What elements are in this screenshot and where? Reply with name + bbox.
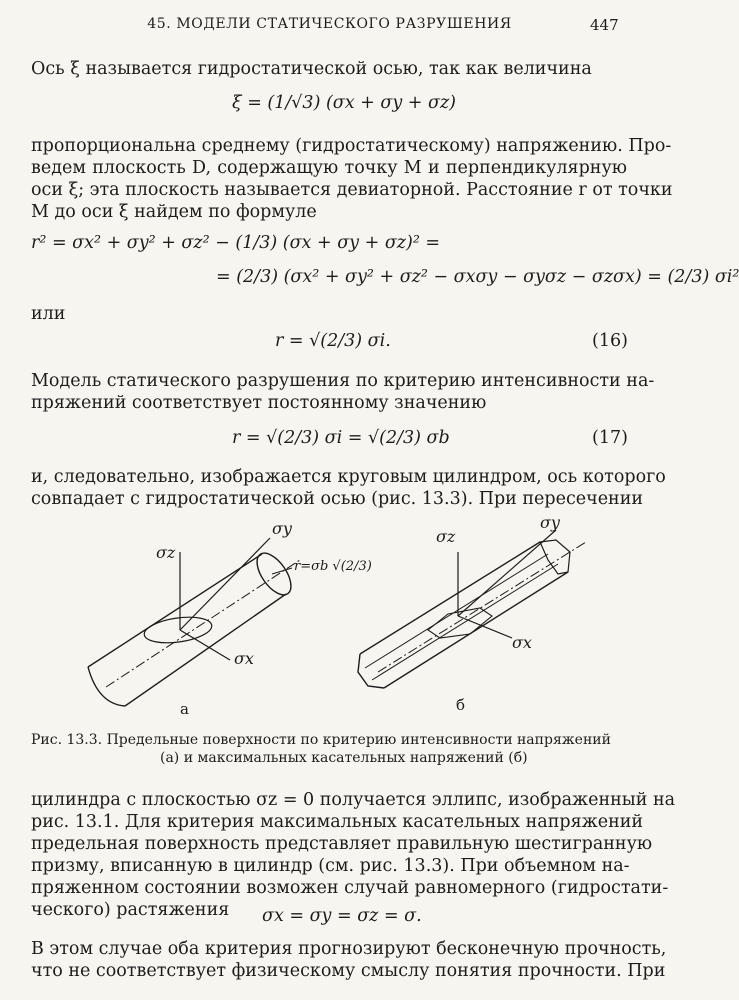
paragraph-line: пряжений соответствует постоянному значению	[31, 393, 487, 413]
paragraph-line: рис. 13.1. Для критерия максимальных касательных напряжений	[31, 812, 644, 832]
label-sz-a: σz	[156, 543, 176, 562]
figure-caption-line1: Рис. 13.3. Предельные поверхности по критерию интенсивности напряжений	[31, 732, 611, 748]
equation-xi: ξ = (1/√3) (σx + σy + σz)	[232, 93, 457, 113]
label-sx-a: σx	[234, 649, 254, 668]
paragraph-line: пряженном состоянии возможен случай равномерного (гидростати-	[31, 878, 669, 898]
axis-sy-b	[458, 530, 556, 616]
subfigure-label-b: б	[456, 696, 466, 714]
paragraph-line: предельная поверхность представляет правильную шестигранную	[31, 834, 653, 854]
equation-number-16: (16)	[592, 331, 628, 351]
hydrostatic-axis-b	[378, 542, 586, 672]
equation-16: r = √(2/3) σi.	[275, 331, 391, 351]
paragraph-line: пропорциональна среднему (гидростатическому) напряжению. Про-	[31, 136, 672, 156]
paragraph-line: цилиндра с плоскостью σz = 0 получается эллипс, изображенный на	[31, 790, 676, 810]
equation-r-squared-line2: = (2/3) (σx² + σy² + σz² − σxσy − σyσz − σzσx) = (2/3) σi²	[216, 267, 739, 287]
subfigure-label-a: а	[180, 700, 189, 718]
hydrostatic-axis-a	[106, 560, 300, 687]
paragraph-line: ведем плоскость D, содержащую точку M и перпендикулярную	[31, 158, 627, 178]
paragraph-line: ческого) растяжения	[31, 900, 230, 920]
cylinder-end-cap	[250, 547, 297, 600]
axis-sy-a	[180, 538, 270, 630]
paragraph-line: призму, вписанную в цилиндр (см. рис. 13.3). При объемном на-	[31, 856, 630, 876]
prism-figure-b	[358, 530, 586, 688]
label-sy-b: σy	[540, 513, 560, 532]
paragraph-line: и, следовательно, изображается круговым цилиндром, ось которого	[31, 467, 666, 487]
paragraph-line: Модель статического разрушения по критерию интенсивности на-	[31, 371, 655, 391]
paragraph-line: совпадает с гидростатической осью (рис. 13.3). При пересечении	[31, 489, 644, 509]
running-header: 45. МОДЕЛИ СТАТИЧЕСКОГО РАЗРУШЕНИЯ	[147, 16, 512, 32]
figure-caption-line2: (а) и максимальных касательных напряжений (б)	[160, 750, 528, 766]
equation-r-squared-line1: r² = σx² + σy² + σz² − (1/3) (σx + σy + σz)² =	[31, 233, 441, 253]
cylinder-edge-bottom	[125, 594, 286, 706]
label-sz-b: σz	[436, 527, 456, 546]
label-sx-b: σx	[512, 633, 532, 652]
paragraph-line: оси ξ; эта плоскость называется девиаторной. Расстояние r от точки	[31, 180, 673, 200]
section-ellipse	[143, 613, 214, 646]
figure-13-3	[0, 512, 659, 717]
label-radius-a: r=σb √(2/3)	[294, 559, 372, 574]
equation-uniform-tension: σx = σy = σz = σ.	[262, 906, 422, 926]
label-sy-a: σy	[272, 519, 292, 538]
paragraph-line: M до оси ξ найдем по формуле	[31, 202, 317, 222]
cylinder-figure-a	[88, 538, 300, 706]
paragraph-line: что не соответствует физическому смыслу понятия прочности. При	[31, 961, 666, 981]
equation-17: r = √(2/3) σi = √(2/3) σb	[232, 428, 450, 448]
page-number: 447	[590, 16, 619, 34]
connector-word: или	[31, 304, 66, 324]
radius-leader	[272, 568, 292, 574]
equation-number-17: (17)	[592, 428, 628, 448]
paragraph-line: Ось ξ называется гидростатической осью, так как величина	[31, 59, 592, 79]
paragraph-line: В этом случае оба критерия прогнозируют бесконечную прочность,	[31, 939, 667, 959]
